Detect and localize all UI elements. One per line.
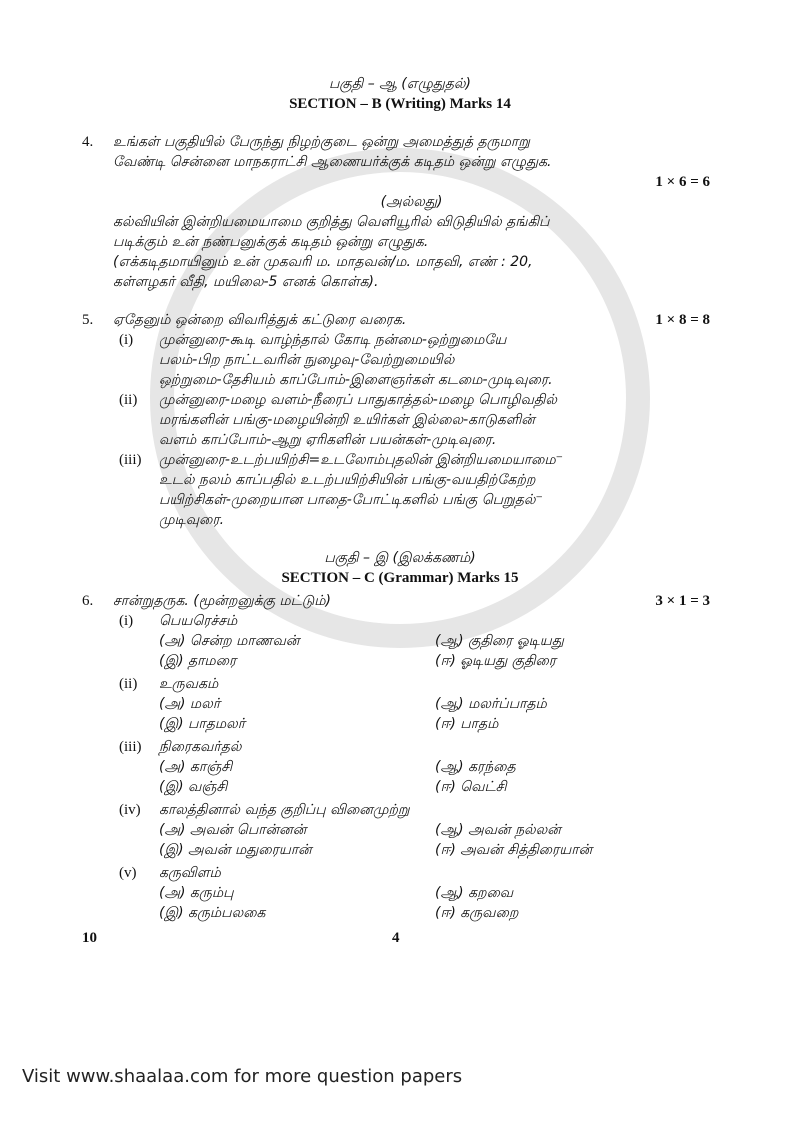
options-grid (159, 631, 710, 671)
item-title: பெயரெச்சம் (159, 613, 238, 629)
option-aa: (ஆ) கரந்தை (435, 759, 516, 775)
grammar-item (119, 674, 710, 734)
question-6 (82, 591, 710, 926)
essay-outline: வளம் காப்போம்-ஆறு ஏரிகளின் பயன்கள்-முடிவுரை. (159, 432, 497, 448)
essay-outline: முன்னுரை-மழை வளம்-நீரைப் பாதுகாத்தல்-மழை பொழிவதில் (159, 392, 557, 408)
item-title: கருவிளம் (159, 865, 221, 881)
section-b-heading: SECTION – B (Writing) Marks 14 (289, 96, 511, 112)
essay-outline-block (159, 450, 710, 530)
option-ii: (ஈ) கருவறை (435, 905, 519, 921)
item-label: (iii) (119, 452, 142, 468)
grammar-item-body (159, 863, 710, 923)
question-number: 6. (82, 593, 94, 609)
question-text: சான்றுதருக. (மூன்றனுக்கு மட்டும்) (113, 593, 332, 609)
question-text: கள்ளழகர் வீதி, மயிலை-5 எனக் கொள்க). (113, 274, 379, 290)
item-label: (i) (119, 613, 134, 629)
question-marks: 3 × 1 = 3 (655, 593, 710, 609)
option-a: (அ) அவன் பொன்னன் (159, 822, 307, 838)
option-aa: (ஆ) குதிரை ஓடியது (435, 633, 564, 649)
question-marks: 1 × 8 = 8 (655, 312, 710, 328)
option-a: (அ) சென்ற மாணவன் (159, 633, 300, 649)
option-i: (இ) கரும்பலகை (159, 905, 266, 921)
essay-outline-block (159, 390, 710, 450)
essay-outline: மரங்களின் பங்கு-மழையின்றி உயிர்கள் இல்லை-காடுகளின் (159, 412, 535, 428)
section-b-heading-tamil: பகுதி – ஆ (எழுதுதல்) (329, 76, 471, 92)
grammar-item-body (159, 800, 710, 860)
option-a: (அ) மலர் (159, 696, 221, 712)
grammar-item-body (159, 674, 710, 734)
section-c-heading-tamil: பகுதி – இ (இலக்கணம்) (324, 550, 476, 566)
question-4 (82, 132, 710, 292)
option-a: (அ) காஞ்சி (159, 759, 233, 775)
options-grid (159, 820, 710, 860)
item-label: (v) (119, 865, 137, 881)
spacer (113, 923, 710, 926)
grammar-item (119, 611, 710, 671)
essay-item (119, 450, 710, 530)
question-5 (82, 310, 710, 530)
options-grid (159, 694, 710, 734)
question-text: வேண்டி சென்னை மாநகராட்சி ஆணையர்க்குக் கடிதம் ஒன்று எழுதுக. (113, 154, 552, 170)
essay-outline: உடல் நலம் காப்பதில் உடற்பயிற்சியின் பங்கு-வயதிற்கேற்ற (159, 472, 536, 488)
question-number: 5. (82, 312, 94, 328)
page-number: 4 (392, 930, 400, 946)
essay-item (119, 330, 710, 390)
site-footer-link[interactable]: Visit www.shaalaa.com for more question papers (22, 1066, 463, 1087)
option-i: (இ) பாதமலர் (159, 716, 246, 732)
essay-outline: பயிற்சிகள்-முறையான பாதை-போட்டிகளில் பங்கு பெறுதல்⁻ (159, 492, 543, 508)
question-marks: 1 × 6 = 6 (655, 174, 710, 190)
grammar-item-body (159, 611, 710, 671)
option-aa: (ஆ) அவன் நல்லன் (435, 822, 561, 838)
item-label: (i) (119, 332, 134, 348)
item-title: காலத்தினால் வந்த குறிப்பு வினைமுற்று (159, 802, 410, 818)
option-i: (இ) தாமரை (159, 653, 237, 669)
essay-outline-block (159, 330, 710, 390)
question-number: 4. (82, 134, 94, 150)
grammar-item-body (159, 737, 710, 797)
item-label: (ii) (119, 392, 138, 408)
item-title: உருவகம் (159, 676, 219, 692)
essay-outline: முன்னுரை-உடற்பயிற்சி=உடலோம்புதலின் இன்றியமையாமை⁻ (159, 452, 564, 468)
option-i: (இ) அவன் மதுரையான் (159, 842, 312, 858)
option-aa: (ஆ) மலர்ப்பாதம் (435, 696, 547, 712)
item-title: நிரைகவர்தல் (159, 739, 242, 755)
option-i: (இ) வஞ்சி (159, 779, 228, 795)
option-ii: (ஈ) வெட்சி (435, 779, 507, 795)
question-text: உங்கள் பகுதியில் பேருந்து நிழற்குடை ஒன்று அமைத்துத் தருமாறு (113, 134, 530, 150)
option-ii: (ஈ) பாதம் (435, 716, 499, 732)
option-ii: (ஈ) அவன் சித்திரையான் (435, 842, 593, 858)
options-grid (159, 757, 710, 797)
question-text: படிக்கும் உன் நண்பனுக்குக் கடிதம் ஒன்று எழுதுக. (113, 234, 429, 250)
option-a: (அ) கரும்பு (159, 885, 234, 901)
grammar-item (119, 737, 710, 797)
essay-outline: ஒற்றுமை-தேசியம் காப்போம்-இளைஞர்கள் கடமை-முடிவுரை. (159, 372, 553, 388)
page-code: 10 (82, 930, 97, 946)
question-text: ஏதேனும் ஒன்றை விவரித்துக் கட்டுரை வரைக. (113, 312, 407, 328)
item-label: (ii) (119, 676, 138, 692)
grammar-item (119, 863, 710, 923)
question-text: கல்வியின் இன்றியமையாமை குறித்து வெளியூரில் விடுதியில் தங்கிப் (113, 214, 550, 230)
item-label: (iii) (119, 739, 142, 755)
option-ii: (ஈ) ஓடியது குதிரை (435, 653, 557, 669)
essay-outline: முன்னுரை-கூடி வாழ்ந்தால் கோடி நன்மை-ஒற்றுமையே (159, 332, 507, 348)
section-c-heading: SECTION – C (Grammar) Marks 15 (281, 570, 519, 586)
essay-item (119, 390, 710, 450)
question-text: (எக்கடிதமாயினும் உன் முகவரி ம. மாதவன்/ம. மாதவி, எண் : 20, (113, 254, 533, 270)
item-label: (iv) (119, 802, 141, 818)
grammar-item (119, 800, 710, 860)
or-label: (அல்லது) (380, 194, 443, 210)
options-grid (159, 883, 710, 923)
essay-outline: பலம்-பிற நாட்டவரின் நுழைவு-வேற்றுமையில் (159, 352, 455, 368)
document-page (82, 0, 710, 948)
essay-outline: முடிவுரை. (159, 512, 225, 528)
option-aa: (ஆ) கறவை (435, 885, 514, 901)
